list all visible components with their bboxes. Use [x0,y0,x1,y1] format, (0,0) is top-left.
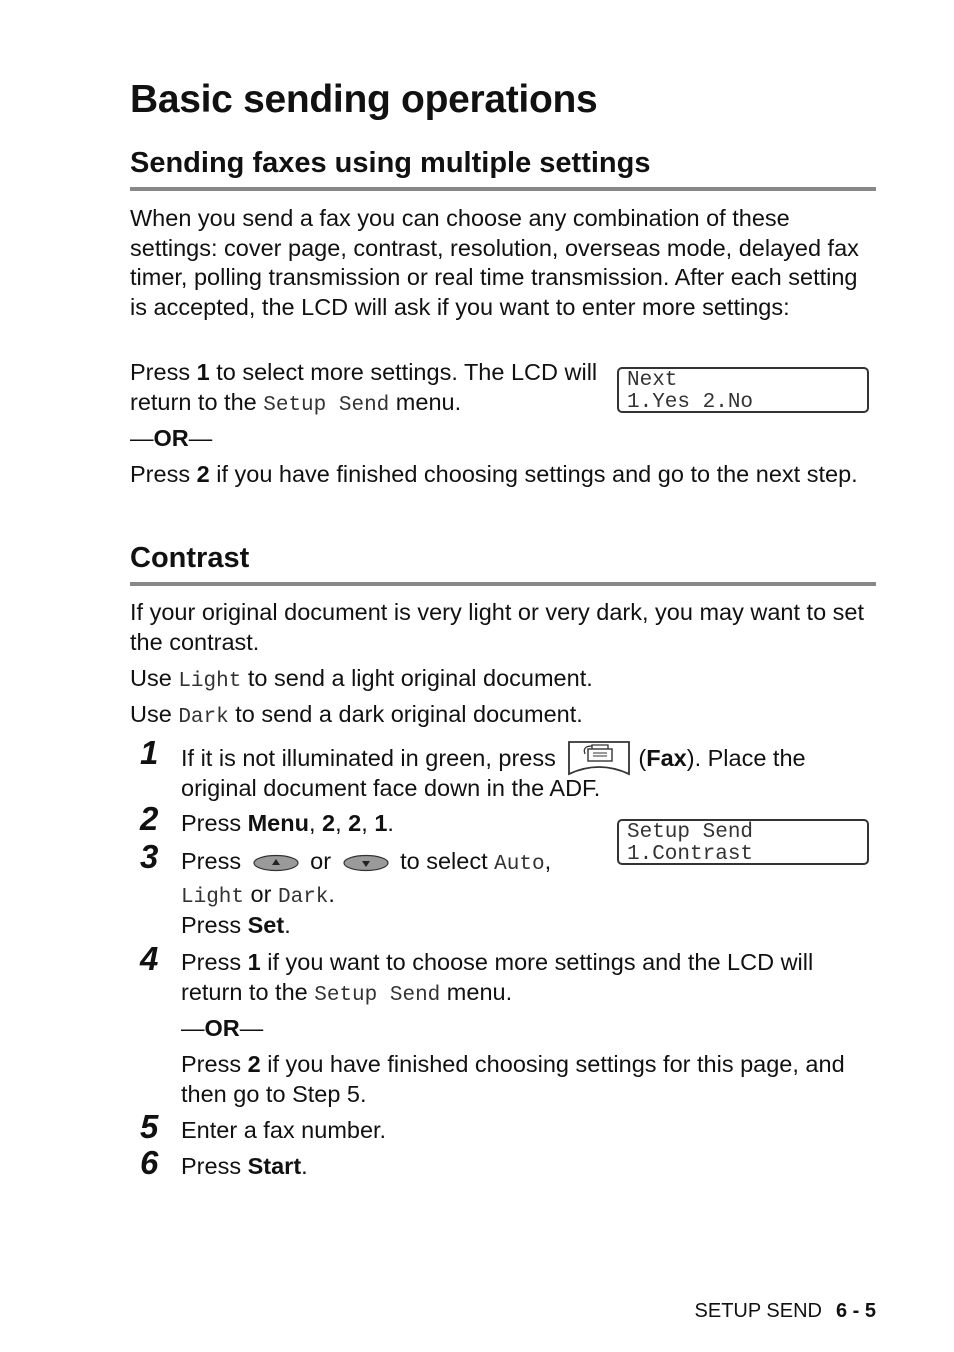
step-number-2: 2 [140,800,159,837]
footer-chapter-label: SETUP SEND [694,1300,822,1322]
section-heading-multiple-settings: Sending faxes using multiple settings [130,147,651,179]
lcd-display-setup-send [617,819,869,865]
step-4-alternative: Press 2 if you have finished choosing settings for this page, and then go to Step 5. [181,1051,845,1107]
lcd-display-next [617,367,869,413]
use-dark-line: Use Dark to send a dark original document. [130,701,583,729]
step-number-3: 3 [140,838,159,875]
page-number: 6 - 5 [835,1300,876,1322]
step-number-1: 1 [140,734,159,771]
up-arrow-button-icon [252,850,300,868]
page-footer [695,1300,876,1323]
step-6-text: Press Start. [181,1153,308,1179]
or-separator: —OR— [130,425,213,451]
use-light-line: Use Light to send a light original document. [130,665,593,693]
lcd-line-2: 1.Contrast [627,843,754,866]
step-number-5: 5 [140,1108,159,1145]
step-4-text: Press 1 if you want to choose more settings and the LCD will return to the Setup Send menu. [181,949,814,1007]
contrast-intro: If your original document is very light or very dark, you may want to set the contrast. [130,599,865,655]
press-2-paragraph: Press 2 if you have finished choosing settings and go to the next step. [130,461,858,487]
fax-icon [566,740,632,776]
lcd-line-1: Setup Send [627,821,754,844]
lcd-line-2: 1.Yes 2.No [627,391,754,414]
step-5-text: Enter a fax number. [181,1117,387,1143]
section-rule [130,187,876,191]
press-1-paragraph: Press 1 to select more settings. The LCD will return to the Setup Send menu. [130,359,598,417]
step-number-4: 4 [140,940,159,977]
section-rule [130,582,876,586]
page-title: Basic sending operations [130,78,598,121]
intro-paragraph: When you send a fax you can choose any combination of these settings: cover page, contrast, resolution, overseas mode, delayed fax timer, polling transmission or real time transmission. After each setting is accepted, the LCD will ask if you want to enter more settings: [130,205,859,320]
lcd-line-1: Next [627,369,678,392]
step-2-text: Press Menu, 2, 2, 1. [181,810,394,836]
step-3-press-set: Press Set. [181,912,291,938]
down-arrow-button-icon [342,850,390,868]
step-4-or-separator: —OR— [181,1015,264,1041]
step-number-6: 6 [140,1144,159,1181]
step-3-text: Press or to select Auto, Light or Dark. [181,848,552,909]
step-1-text: If it is not illuminated in green, press (Fax). Place the original document face down in the ADF. [181,744,881,803]
section-heading-contrast: Contrast [130,542,250,574]
